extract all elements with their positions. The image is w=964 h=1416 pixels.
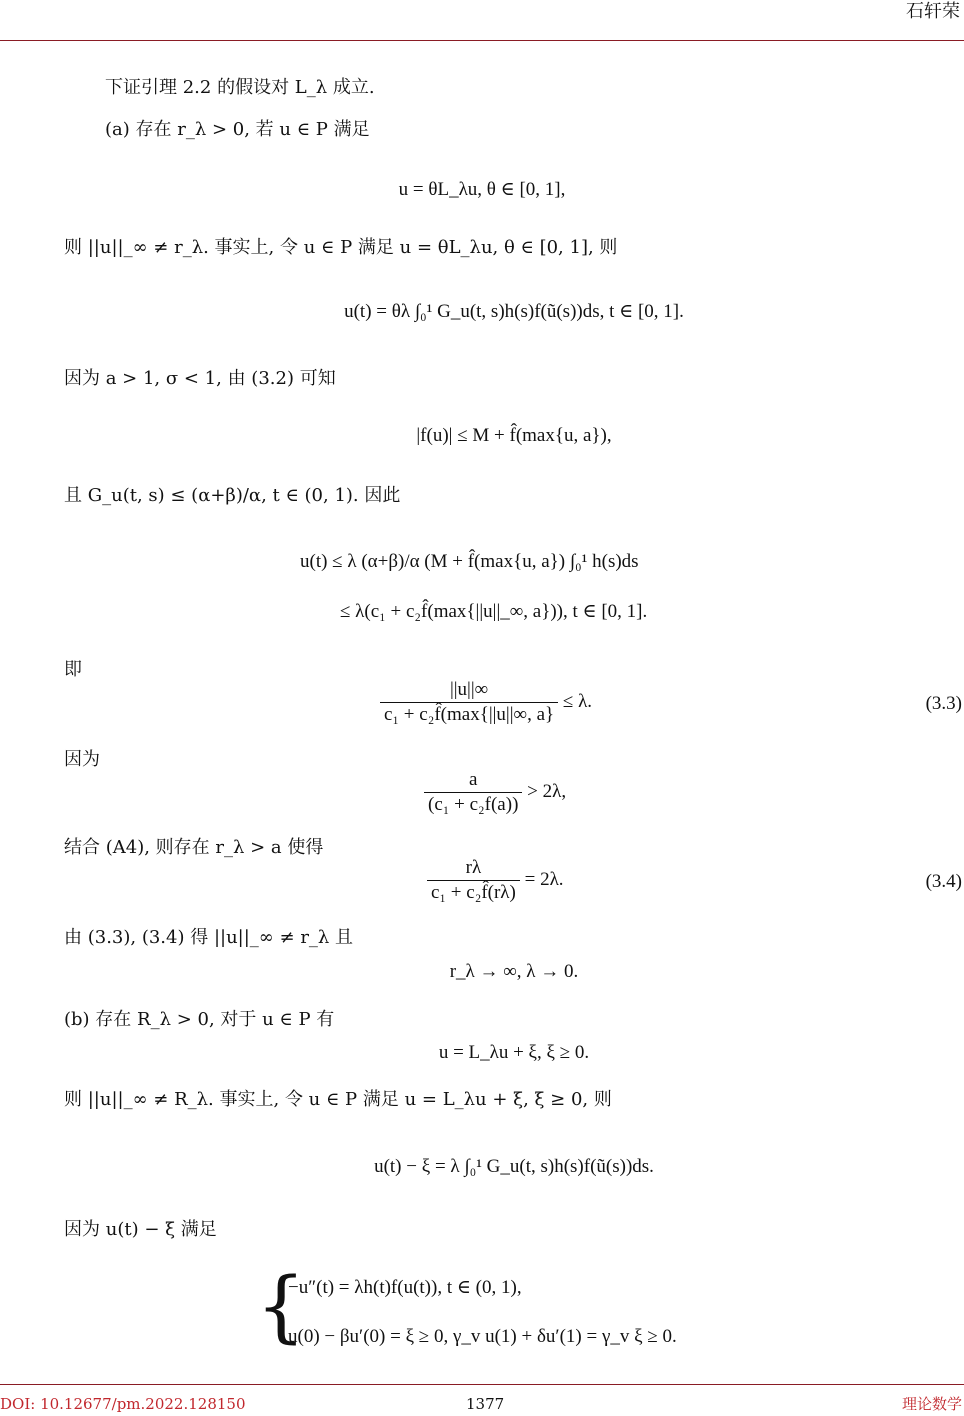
left-brace: { bbox=[256, 1262, 306, 1352]
paragraph-11: 则 ||u||_∞ ≠ R_λ. 事实上, 令 u ∈ P 满足 u = L_λu + ξ, ξ ≥ 0, 则 bbox=[64, 1089, 612, 1110]
header-rule bbox=[0, 40, 964, 41]
denominator: c₁ + c₂f̂(max{||u||∞, a} bbox=[384, 704, 555, 725]
paragraph-7: 因为 bbox=[64, 749, 100, 770]
equation-8: r_λ → ∞, λ → 0. bbox=[449, 961, 579, 982]
paragraph-2: (a) 存在 r_λ > 0, 若 u ∈ P 满足 bbox=[105, 119, 370, 140]
equation-9: u = L_λu + ξ, ξ ≥ 0. bbox=[438, 1042, 590, 1063]
equation-7 bbox=[427, 856, 564, 905]
numerator: a bbox=[424, 768, 522, 793]
fraction bbox=[427, 856, 520, 905]
denominator: c₁ + c₂f̂(rλ) bbox=[431, 882, 516, 903]
paragraph-9: 由 (3.3), (3.4) 得 ||u||_∞ ≠ r_λ 且 bbox=[64, 927, 354, 948]
equation-tag-3-3: (3.3) bbox=[925, 693, 962, 714]
equation-11-line-1: −u″(t) = λh(t)f(u(t)), t ∈ (0, 1), bbox=[288, 1277, 522, 1298]
fraction bbox=[380, 678, 558, 727]
rhs: ≤ λ. bbox=[562, 690, 593, 712]
paragraph-1: 下证引理 2.2 的假设对 L_λ 成立. bbox=[105, 77, 375, 98]
equation-5 bbox=[380, 678, 592, 727]
footer-rule bbox=[0, 1384, 964, 1385]
fraction bbox=[424, 768, 522, 817]
equation-2: u(t) = θλ ∫₀¹ G_u(t, s)h(s)f(ũ(s))ds, t ∈ [0, 1]. bbox=[344, 301, 684, 322]
equation-3: |f(u)| ≤ M + f̂(max{u, a}), bbox=[416, 425, 612, 446]
paragraph-6: 即 bbox=[64, 659, 82, 680]
paragraph-5: 且 G_u(t, s) ≤ (α+β)/α, t ∈ (0, 1). 因此 bbox=[64, 485, 401, 506]
paragraph-10: (b) 存在 R_λ > 0, 对于 u ∈ P 有 bbox=[64, 1009, 335, 1030]
paragraph-3: 则 ||u||_∞ ≠ r_λ. 事实上, 令 u ∈ P 满足 u = θL_λu, θ ∈ [0, 1], 则 bbox=[64, 237, 618, 258]
equation-10: u(t) − ξ = λ ∫₀¹ G_u(t, s)h(s)f(ũ(s))ds. bbox=[374, 1156, 654, 1177]
footer-journal-link[interactable]: 理论数学 bbox=[901, 1395, 962, 1413]
paragraph-4: 因为 a > 1, σ < 1, 由 (3.2) 可知 bbox=[64, 368, 336, 389]
numerator: rλ bbox=[427, 856, 520, 881]
equation-6 bbox=[424, 768, 566, 817]
rhs: = 2λ. bbox=[524, 868, 564, 890]
running-header-author: 石轩荣 bbox=[906, 1, 960, 22]
paragraph-12: 因为 u(t) − ξ 满足 bbox=[64, 1219, 217, 1240]
page-number: 1377 bbox=[466, 1395, 505, 1413]
equation-1: u = θL_λu, θ ∈ [0, 1], bbox=[398, 179, 566, 200]
paragraph-8: 结合 (A4), 则存在 r_λ > a 使得 bbox=[64, 837, 324, 858]
equation-4-line-2: ≤ λ(c₁ + c₂f̂(max{||u||_∞, a})), t ∈ [0, 1]. bbox=[340, 601, 648, 622]
equation-11-line-2: u(0) − βu′(0) = ξ ≥ 0, γ_v u(1) + δu′(1) = γ_v ξ ≥ 0. bbox=[288, 1326, 677, 1347]
equation-4-line-1: u(t) ≤ λ (α+β)/α (M + f̂(max{u, a}) ∫₀¹ h(s)ds bbox=[300, 551, 639, 572]
denominator: (c₁ + c₂f(a)) bbox=[428, 794, 519, 815]
equation-tag-3-4: (3.4) bbox=[925, 871, 962, 892]
footer-doi-link[interactable]: DOI: 10.12677/pm.2022.128150 bbox=[0, 1395, 246, 1413]
numerator: ||u||∞ bbox=[380, 678, 558, 703]
rhs: > 2λ, bbox=[527, 780, 567, 802]
